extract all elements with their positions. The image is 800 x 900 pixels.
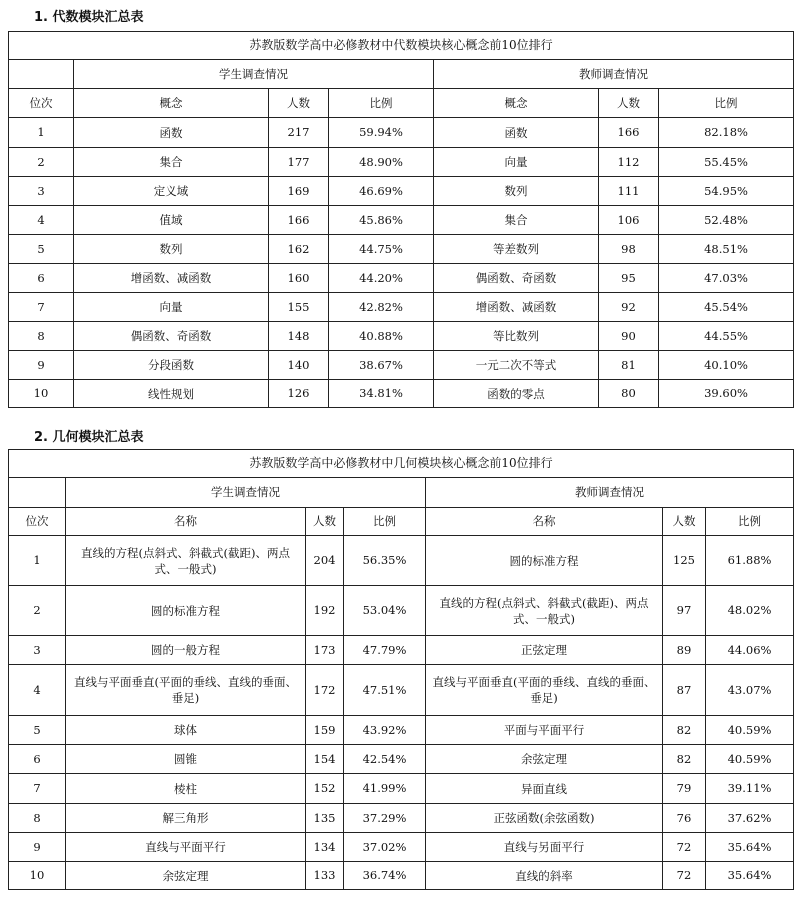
teacher-concept-cell: 函数 — [434, 118, 599, 148]
table-row — [9, 536, 794, 586]
teacher-ratio-cell: 40.10% — [659, 351, 794, 380]
teacher-survey-header: 教师调查情况 — [434, 60, 794, 89]
name-column-header: 名称 — [66, 508, 306, 536]
student-survey-header: 学生调查情况 — [74, 60, 434, 89]
table-row — [9, 636, 794, 665]
teacher-concept-cell: 圆的标准方程 — [426, 536, 663, 586]
table-row — [9, 833, 794, 862]
rank-cell: 6 — [9, 745, 66, 774]
geometry-summary-table — [8, 449, 794, 890]
rank-cell: 10 — [9, 380, 74, 408]
student-concept-cell: 偶函数、奇函数 — [74, 322, 269, 351]
student-ratio-cell: 40.88% — [329, 322, 434, 351]
table-row — [9, 586, 794, 636]
table-row — [9, 118, 794, 148]
student-ratio-cell: 45.86% — [329, 206, 434, 235]
student-ratio-cell: 56.35% — [344, 536, 426, 586]
table-row — [9, 745, 794, 774]
teacher-count-cell: 87 — [663, 665, 706, 716]
teacher-ratio-cell: 39.60% — [659, 380, 794, 408]
teacher-concept-cell: 正弦函数(余弦函数) — [426, 804, 663, 833]
teacher-concept-cell: 函数的零点 — [434, 380, 599, 408]
teacher-count-cell: 79 — [663, 774, 706, 804]
student-count-cell: 135 — [306, 804, 344, 833]
teacher-ratio-cell: 39.11% — [706, 774, 794, 804]
student-ratio-cell: 44.75% — [329, 235, 434, 264]
teacher-ratio-cell: 40.59% — [706, 716, 794, 745]
table-title: 苏教版数学高中必修教材中几何模块核心概念前10位排行 — [9, 450, 794, 478]
teacher-count-cell: 81 — [599, 351, 659, 380]
student-count-cell: 173 — [306, 636, 344, 665]
algebra-summary-table — [8, 31, 794, 408]
teacher-concept-cell: 直线与另面平行 — [426, 833, 663, 862]
teacher-concept-cell: 正弦定理 — [426, 636, 663, 665]
student-survey-header: 学生调查情况 — [66, 478, 426, 508]
student-count-cell: 172 — [306, 665, 344, 716]
student-count-cell: 126 — [269, 380, 329, 408]
algebra-section-heading: 1. 代数模块汇总表 — [34, 10, 144, 25]
teacher-ratio-cell: 44.06% — [706, 636, 794, 665]
rank-cell: 2 — [9, 586, 66, 636]
student-count-cell: 159 — [306, 716, 344, 745]
ratio-column-header: 比例 — [659, 89, 794, 118]
student-ratio-cell: 46.69% — [329, 177, 434, 206]
rank-cell: 10 — [9, 862, 66, 890]
name-column-header: 名称 — [426, 508, 663, 536]
teacher-count-cell: 125 — [663, 536, 706, 586]
student-count-cell: 134 — [306, 833, 344, 862]
student-ratio-cell: 38.67% — [329, 351, 434, 380]
rank-column-header: 位次 — [9, 89, 74, 118]
student-ratio-cell: 34.81% — [329, 380, 434, 408]
student-count-cell: 169 — [269, 177, 329, 206]
student-concept-cell: 圆的一般方程 — [66, 636, 306, 665]
rank-cell: 9 — [9, 833, 66, 862]
teacher-ratio-cell: 61.88% — [706, 536, 794, 586]
student-ratio-cell: 36.74% — [344, 862, 426, 890]
teacher-survey-header: 教师调查情况 — [426, 478, 794, 508]
student-concept-cell: 余弦定理 — [66, 862, 306, 890]
rank-cell: 4 — [9, 665, 66, 716]
rank-cell: 6 — [9, 264, 74, 293]
teacher-ratio-cell: 48.51% — [659, 235, 794, 264]
student-count-cell: 160 — [269, 264, 329, 293]
teacher-count-cell: 76 — [663, 804, 706, 833]
teacher-concept-cell: 直线的方程(点斜式、斜截式(截距)、两点式、一般式) — [426, 586, 663, 636]
table-row — [9, 716, 794, 745]
teacher-ratio-cell: 48.02% — [706, 586, 794, 636]
teacher-concept-cell: 异面直线 — [426, 774, 663, 804]
teacher-count-cell: 82 — [663, 745, 706, 774]
student-count-cell: 152 — [306, 774, 344, 804]
student-count-cell: 217 — [269, 118, 329, 148]
student-count-cell: 166 — [269, 206, 329, 235]
student-concept-cell: 增函数、减函数 — [74, 264, 269, 293]
table-row — [9, 804, 794, 833]
rank-cell: 3 — [9, 177, 74, 206]
teacher-concept-cell: 一元二次不等式 — [434, 351, 599, 380]
student-concept-cell: 解三角形 — [66, 804, 306, 833]
geometry-section-heading: 2. 几何模块汇总表 — [34, 430, 144, 445]
teacher-concept-cell: 集合 — [434, 206, 599, 235]
count-column-header: 人数 — [306, 508, 344, 536]
rank-cell: 1 — [9, 118, 74, 148]
teacher-count-cell: 95 — [599, 264, 659, 293]
student-count-cell: 148 — [269, 322, 329, 351]
table-row — [9, 206, 794, 235]
teacher-ratio-cell: 54.95% — [659, 177, 794, 206]
teacher-count-cell: 97 — [663, 586, 706, 636]
teacher-ratio-cell: 35.64% — [706, 833, 794, 862]
table-row — [9, 862, 794, 890]
student-concept-cell: 直线与平面垂直(平面的垂线、直线的垂面、垂足) — [66, 665, 306, 716]
student-concept-cell: 球体 — [66, 716, 306, 745]
name-column-header: 概念 — [74, 89, 269, 118]
table-row — [9, 264, 794, 293]
teacher-count-cell: 111 — [599, 177, 659, 206]
student-concept-cell: 圆的标准方程 — [66, 586, 306, 636]
student-ratio-cell: 43.92% — [344, 716, 426, 745]
student-concept-cell: 函数 — [74, 118, 269, 148]
teacher-concept-cell: 等比数列 — [434, 322, 599, 351]
teacher-concept-cell: 数列 — [434, 177, 599, 206]
rank-cell: 9 — [9, 351, 74, 380]
teacher-concept-cell: 等差数列 — [434, 235, 599, 264]
count-column-header: 人数 — [663, 508, 706, 536]
table-row — [9, 235, 794, 264]
rank-cell: 5 — [9, 235, 74, 264]
teacher-count-cell: 80 — [599, 380, 659, 408]
student-ratio-cell: 48.90% — [329, 148, 434, 177]
ratio-column-header: 比例 — [706, 508, 794, 536]
table-row — [9, 293, 794, 322]
student-ratio-cell: 42.54% — [344, 745, 426, 774]
rank-cell: 1 — [9, 536, 66, 586]
rank-cell: 8 — [9, 322, 74, 351]
teacher-count-cell: 98 — [599, 235, 659, 264]
student-ratio-cell: 37.02% — [344, 833, 426, 862]
student-concept-cell: 定义域 — [74, 177, 269, 206]
student-count-cell: 192 — [306, 586, 344, 636]
student-concept-cell: 圆锥 — [66, 745, 306, 774]
teacher-concept-cell: 直线的斜率 — [426, 862, 663, 890]
empty-header-cell — [9, 478, 66, 508]
student-ratio-cell: 47.51% — [344, 665, 426, 716]
teacher-ratio-cell: 82.18% — [659, 118, 794, 148]
rank-cell: 8 — [9, 804, 66, 833]
rank-cell: 7 — [9, 293, 74, 322]
student-count-cell: 154 — [306, 745, 344, 774]
table-row — [9, 665, 794, 716]
student-ratio-cell: 37.29% — [344, 804, 426, 833]
student-concept-cell: 集合 — [74, 148, 269, 177]
student-concept-cell: 直线与平面平行 — [66, 833, 306, 862]
teacher-count-cell: 82 — [663, 716, 706, 745]
rank-cell: 5 — [9, 716, 66, 745]
teacher-ratio-cell: 44.55% — [659, 322, 794, 351]
teacher-count-cell: 106 — [599, 206, 659, 235]
table-row — [9, 380, 794, 408]
rank-cell: 2 — [9, 148, 74, 177]
teacher-concept-cell: 向量 — [434, 148, 599, 177]
teacher-count-cell: 89 — [663, 636, 706, 665]
teacher-count-cell: 92 — [599, 293, 659, 322]
rank-column-header: 位次 — [9, 508, 66, 536]
teacher-ratio-cell: 52.48% — [659, 206, 794, 235]
ratio-column-header: 比例 — [344, 508, 426, 536]
teacher-ratio-cell: 35.64% — [706, 862, 794, 890]
student-concept-cell: 分段函数 — [74, 351, 269, 380]
table-row — [9, 774, 794, 804]
teacher-count-cell: 72 — [663, 862, 706, 890]
student-concept-cell: 线性规划 — [74, 380, 269, 408]
rank-cell: 4 — [9, 206, 74, 235]
teacher-ratio-cell: 45.54% — [659, 293, 794, 322]
count-column-header: 人数 — [599, 89, 659, 118]
student-count-cell: 162 — [269, 235, 329, 264]
student-concept-cell: 数列 — [74, 235, 269, 264]
student-count-cell: 204 — [306, 536, 344, 586]
teacher-concept-cell: 偶函数、奇函数 — [434, 264, 599, 293]
student-ratio-cell: 53.04% — [344, 586, 426, 636]
ratio-column-header: 比例 — [329, 89, 434, 118]
teacher-ratio-cell: 43.07% — [706, 665, 794, 716]
student-concept-cell: 直线的方程(点斜式、斜截式(截距)、两点式、一般式) — [66, 536, 306, 586]
table-title: 苏教版数学高中必修教材中代数模块核心概念前10位排行 — [9, 32, 794, 60]
table-row — [9, 322, 794, 351]
teacher-ratio-cell: 40.59% — [706, 745, 794, 774]
teacher-concept-cell: 余弦定理 — [426, 745, 663, 774]
teacher-ratio-cell: 55.45% — [659, 148, 794, 177]
teacher-concept-cell: 平面与平面平行 — [426, 716, 663, 745]
teacher-ratio-cell: 47.03% — [659, 264, 794, 293]
student-count-cell: 177 — [269, 148, 329, 177]
rank-cell: 7 — [9, 774, 66, 804]
teacher-count-cell: 72 — [663, 833, 706, 862]
student-ratio-cell: 42.82% — [329, 293, 434, 322]
empty-header-cell — [9, 60, 74, 89]
teacher-count-cell: 112 — [599, 148, 659, 177]
rank-cell: 3 — [9, 636, 66, 665]
teacher-concept-cell: 增函数、减函数 — [434, 293, 599, 322]
student-ratio-cell: 41.99% — [344, 774, 426, 804]
table-row — [9, 351, 794, 380]
table-row — [9, 177, 794, 206]
student-count-cell: 155 — [269, 293, 329, 322]
student-concept-cell: 向量 — [74, 293, 269, 322]
teacher-concept-cell: 直线与平面垂直(平面的垂线、直线的垂面、垂足) — [426, 665, 663, 716]
count-column-header: 人数 — [269, 89, 329, 118]
student-count-cell: 140 — [269, 351, 329, 380]
teacher-count-cell: 90 — [599, 322, 659, 351]
student-ratio-cell: 59.94% — [329, 118, 434, 148]
table-row — [9, 148, 794, 177]
student-ratio-cell: 44.20% — [329, 264, 434, 293]
student-ratio-cell: 47.79% — [344, 636, 426, 665]
teacher-ratio-cell: 37.62% — [706, 804, 794, 833]
student-concept-cell: 值域 — [74, 206, 269, 235]
student-count-cell: 133 — [306, 862, 344, 890]
student-concept-cell: 棱柱 — [66, 774, 306, 804]
teacher-count-cell: 166 — [599, 118, 659, 148]
name-column-header: 概念 — [434, 89, 599, 118]
